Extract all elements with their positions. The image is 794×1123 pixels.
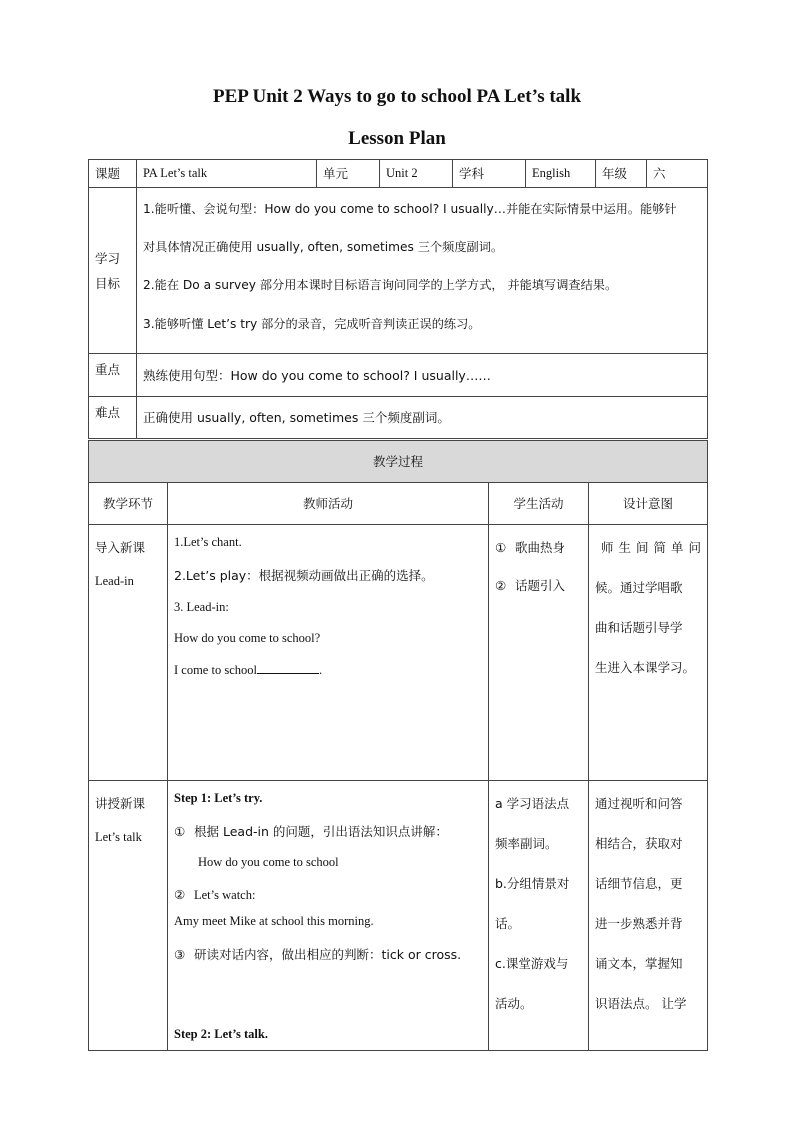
teacher-item-detail: Amy meet Mike at school this morning.: [174, 914, 374, 928]
student-line: b.分组情景对: [495, 876, 570, 891]
key-point-text: 熟练使用句型：How do you come to school? I usually……: [137, 354, 708, 397]
difficult-point-label: 难点: [89, 397, 137, 439]
lead-in-line: I come to school .: [174, 663, 323, 677]
new-lesson-stage: [89, 781, 168, 1051]
new-lesson-stage-cn: 讲授新课: [95, 796, 146, 811]
topic-label: 课题: [89, 160, 137, 188]
objectives-label: [89, 188, 137, 354]
lead-in-line: How do you come to school?: [174, 631, 321, 645]
col-stage-header: 教学环节: [89, 483, 168, 525]
objectives-label-line-1: 学习: [95, 250, 121, 266]
intent-line: 话细节信息，更: [595, 876, 683, 891]
circled-number: ②: [174, 887, 186, 902]
student-item: ② 话题引入: [495, 578, 566, 593]
step-1-heading: Step 1: Let’s try.: [174, 791, 263, 805]
col-teacher-header: 教师活动: [168, 483, 489, 525]
grade-value: 六: [647, 160, 708, 188]
col-intent-header: 设计意图: [589, 483, 708, 525]
intent-line: 师生间简单问: [601, 540, 702, 555]
unit-value: Unit 2: [380, 160, 453, 188]
objective-line: 对具体情况正确使用 usually, often, sometimes 三个频度副词。: [143, 239, 504, 254]
intent-line: 生进入本课学习。: [595, 660, 696, 675]
student-line: c.课堂游戏与: [495, 956, 569, 971]
lead-in-line: 3. Lead-in:: [174, 600, 229, 614]
objective-line: 1.能听懂、会说句型：How do you come to school? I usually…并能在实际情景中运用。能够针: [143, 202, 677, 216]
lead-in-stage: [89, 525, 168, 781]
lead-in-design-intent: [589, 525, 708, 781]
teacher-item-detail: How do you come to school: [198, 855, 339, 869]
step-2-heading: Step 2: Let’s talk.: [174, 1027, 268, 1041]
grade-label: 年级: [596, 160, 647, 188]
intent-line: 进一步熟悉并背: [595, 916, 683, 931]
subject-value: English: [526, 160, 596, 188]
circled-number: ③: [174, 947, 186, 962]
teaching-process-table: [88, 440, 708, 1051]
lead-in-blank-prompt: I come to school: [174, 663, 257, 677]
subject-label: 学科: [453, 160, 526, 188]
lead-in-teacher-activity: [168, 525, 489, 781]
topic-value: PA Let’s talk: [137, 160, 317, 188]
teaching-process-header: 教学过程: [89, 441, 708, 483]
new-lesson-teacher-activity: [168, 781, 489, 1051]
lead-in-student-activity: [489, 525, 589, 781]
intent-line: 识语法点。 让学: [595, 996, 687, 1011]
student-line: 频率副词。: [495, 836, 558, 851]
teacher-item: ② Let’s watch:: [174, 887, 256, 902]
intent-line: 通过视听和问答: [595, 796, 683, 811]
intent-line: 诵文本，掌握知: [595, 956, 683, 971]
objective-line: 3.能够听懂 Let’s try 部分的录音，完成听音判读正误的练习。: [143, 316, 481, 331]
intent-line: 候。通过学唱歌: [595, 580, 683, 595]
objective-line: 2.能在 Do a survey 部分用本课时目标语言询问同学的上学方式， 并能填写调查结果。: [143, 278, 618, 293]
circled-number: ①: [495, 540, 507, 555]
answer-blank: [257, 662, 319, 674]
lesson-info-table: [88, 159, 708, 439]
circled-number: ②: [495, 578, 507, 593]
lead-in-line: 2.Let’s play：根据视频动画做出正确的选择。: [174, 568, 434, 583]
student-line: 活动。: [495, 996, 533, 1011]
teacher-item: ① 根据 Lead-in 的问题，引出语法知识点讲解：: [174, 824, 448, 839]
teacher-item: ③ 研读对话内容，做出相应的判断：tick or cross.: [174, 947, 462, 962]
student-item: ① 歌曲热身: [495, 540, 566, 555]
unit-label: 单元: [317, 160, 380, 188]
circled-number: ①: [174, 824, 186, 839]
key-point-label: 重点: [89, 354, 137, 397]
lead-in-line: 1.Let’s chant.: [174, 535, 242, 549]
student-line: a 学习语法点: [495, 796, 570, 811]
document-subtitle: Lesson Plan: [348, 128, 446, 149]
new-lesson-student-activity: [489, 781, 589, 1051]
objectives-content: [137, 188, 708, 354]
student-line: 话。: [495, 916, 521, 931]
lead-in-stage-cn: 导入新课: [95, 540, 146, 555]
difficult-point-text: 正确使用 usually, often, sometimes 三个频度副词。: [137, 397, 708, 439]
intent-line: 曲和话题引导学: [595, 620, 683, 635]
intent-line: 相结合，获取对: [595, 836, 683, 851]
new-lesson-design-intent: [589, 781, 708, 1051]
document-title: PEP Unit 2 Ways to go to school PA Let’s talk: [212, 86, 582, 107]
col-student-header: 学生活动: [489, 483, 589, 525]
lead-in-stage-en: Lead-in: [95, 574, 134, 588]
objectives-label-line-2: 目标: [95, 275, 121, 291]
new-lesson-stage-en: Let’s talk: [95, 830, 142, 844]
